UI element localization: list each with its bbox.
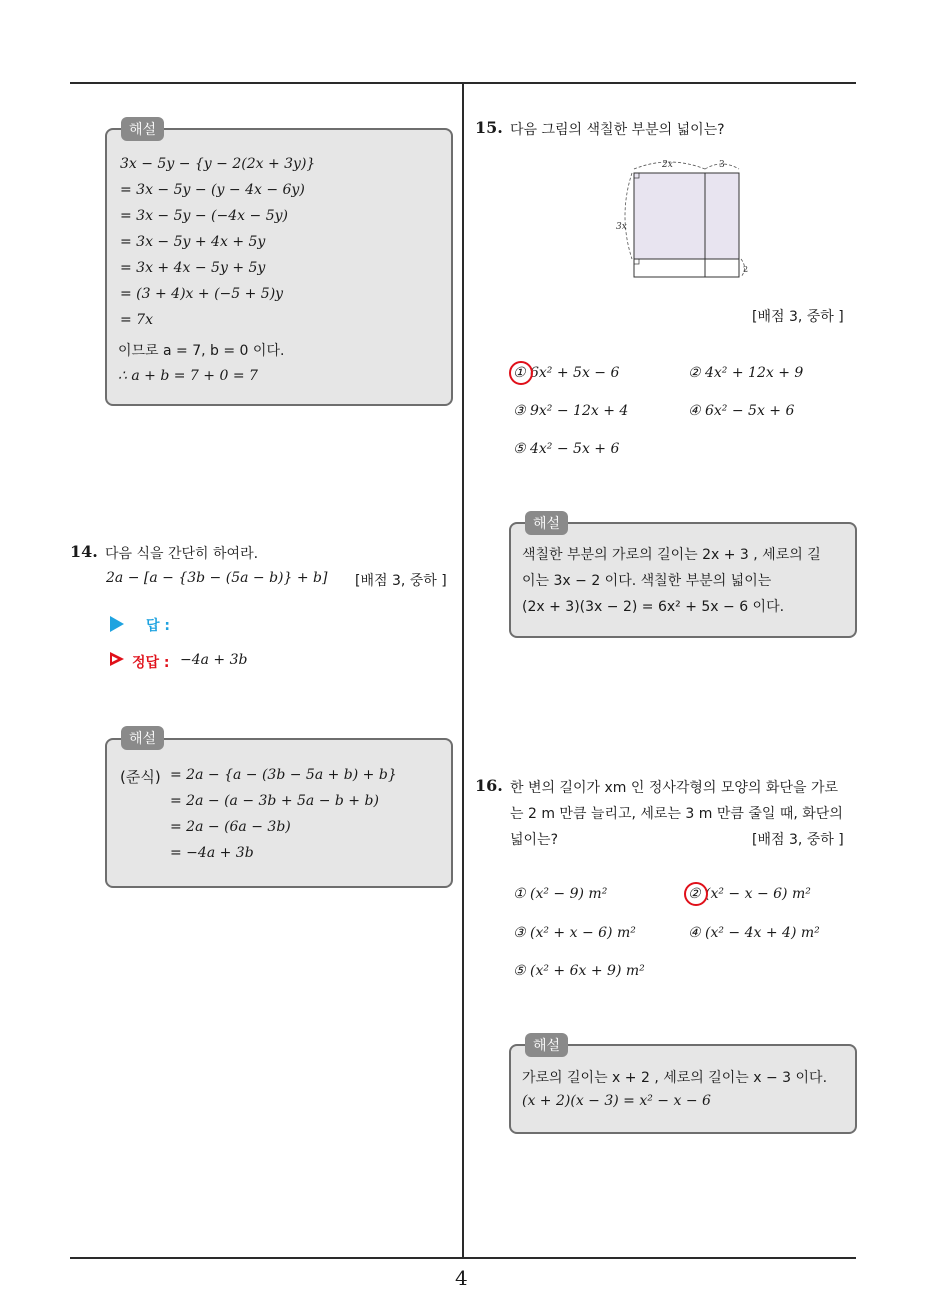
answer-mark-circle [684, 882, 708, 906]
score-label-15: [배점 3, 중하 ] [752, 309, 844, 325]
choice-1[interactable]: ① 6x² + 5x − 6 [513, 365, 620, 381]
shaded-region [634, 173, 739, 259]
question-expression-14: 2a − [a − {3b − (5a − b)} + b] [106, 570, 328, 586]
answer-label: 답 : [146, 618, 170, 634]
score-label-16: [배점 3, 중하 ] [752, 832, 844, 848]
choice-5[interactable]: ⑤ (x² + 6x + 9) m² [513, 963, 645, 979]
solution-line: = −4a + 3b [170, 845, 254, 861]
question-number-14: 14. [70, 542, 98, 561]
correct-answer-value: −4a + 3b [180, 652, 248, 668]
solution-box-14 [105, 738, 453, 888]
solution-box-16 [509, 1044, 857, 1134]
correct-answer-label: 정답 : [132, 655, 170, 671]
choice-3[interactable]: ③ (x² + x − 6) m² [513, 925, 636, 941]
dimension-arc-3x [625, 173, 632, 259]
question-number-15: 15. [475, 118, 503, 137]
solution-line: = 3x − 5y − (y − 4x − 6y) [120, 182, 305, 198]
choice-5[interactable]: ⑤ 4x² − 5x + 6 [513, 441, 620, 457]
solution-line: (2x + 3)(3x − 2) = 6x² + 5x − 6 이다. [522, 599, 785, 615]
figure-label-3: 3 [719, 160, 725, 170]
solution-line: = 2a − (a − 3b + 5a − b + b) [170, 793, 379, 809]
solution-line: 가로의 길이는 x + 2 , 세로의 길이는 x − 3 이다. [522, 1070, 828, 1086]
choice-2[interactable]: ② 4x² + 12x + 9 [688, 365, 804, 381]
solution-line: = 3x − 5y − (−4x − 5y) [120, 208, 288, 224]
column-divider [462, 84, 464, 1258]
figure-label-2x: 2x [662, 160, 673, 170]
solution-line: = 3x − 5y + 4x + 5y [120, 234, 266, 250]
answer-arrow-icon [110, 616, 124, 632]
choice-3[interactable]: ③ 9x² − 12x + 4 [513, 403, 629, 419]
solution-tag: 해설 [121, 726, 164, 750]
choice-1[interactable]: ① (x² − 9) m² [513, 886, 608, 902]
figure-label-3x: 3x [616, 222, 627, 232]
choice-4[interactable]: ④ (x² − 4x + 4) m² [688, 925, 820, 941]
solution-line: ∴ a + b = 7 + 0 = 7 [118, 368, 258, 384]
solution-line: = 2a − {a − (3b − 5a + b) + b} [170, 767, 397, 783]
solution-tag: 해설 [525, 1033, 568, 1057]
bottom-rule [70, 1257, 856, 1259]
solution-tag: 해설 [525, 511, 568, 535]
question-figure-15 [612, 155, 752, 285]
question-text-15: 다음 그림의 색칠한 부분의 넓이는? [510, 122, 725, 138]
question-number-16: 16. [475, 776, 503, 795]
solution-line: = 2a − (6a − 3b) [170, 819, 291, 835]
question-text-16: 넓이는? [510, 832, 559, 848]
figure-label-2: 2 [743, 265, 749, 274]
solution-line: (x + 2)(x − 3) = x² − x − 6 [522, 1093, 711, 1109]
solution-tag: 해설 [121, 117, 164, 141]
question-text-16: 한 변의 길이가 xm 인 정사각형의 모양의 화단을 가로 [510, 780, 839, 796]
solution-line: = (3 + 4)x + (−5 + 5)y [120, 286, 284, 302]
question-text-16: 는 2 m 만큼 늘리고, 세로는 3 m 만큼 줄일 때, 화단의 [510, 806, 843, 822]
choice-2[interactable]: ② (x² − x − 6) m² [688, 886, 811, 902]
solution-line: 이는 3x − 2 이다. 색칠한 부분의 넓이는 [522, 573, 772, 589]
page-number: 4 [455, 1266, 468, 1290]
question-text-14: 다음 식을 간단히 하여라. [105, 546, 259, 562]
answer-mark-circle [509, 361, 533, 385]
solution-line: 3x − 5y − {y − 2(2x + 3y)} [120, 156, 316, 172]
solution-line: = 3x + 4x − 5y + 5y [120, 260, 266, 276]
solution-line: = 7x [120, 312, 153, 328]
score-label-14: [배점 3, 중하 ] [355, 573, 447, 589]
choice-4[interactable]: ④ 6x² − 5x + 6 [688, 403, 795, 419]
solution-prefix: (준식) [120, 768, 161, 786]
solution-line: 이므로 a = 7, b = 0 이다. [118, 343, 285, 359]
solution-line: 색칠한 부분의 가로의 길이는 2x + 3 , 세로의 길 [522, 547, 821, 563]
right-angle-mark [634, 259, 639, 264]
correct-answer-arrow-inner [112, 656, 118, 662]
